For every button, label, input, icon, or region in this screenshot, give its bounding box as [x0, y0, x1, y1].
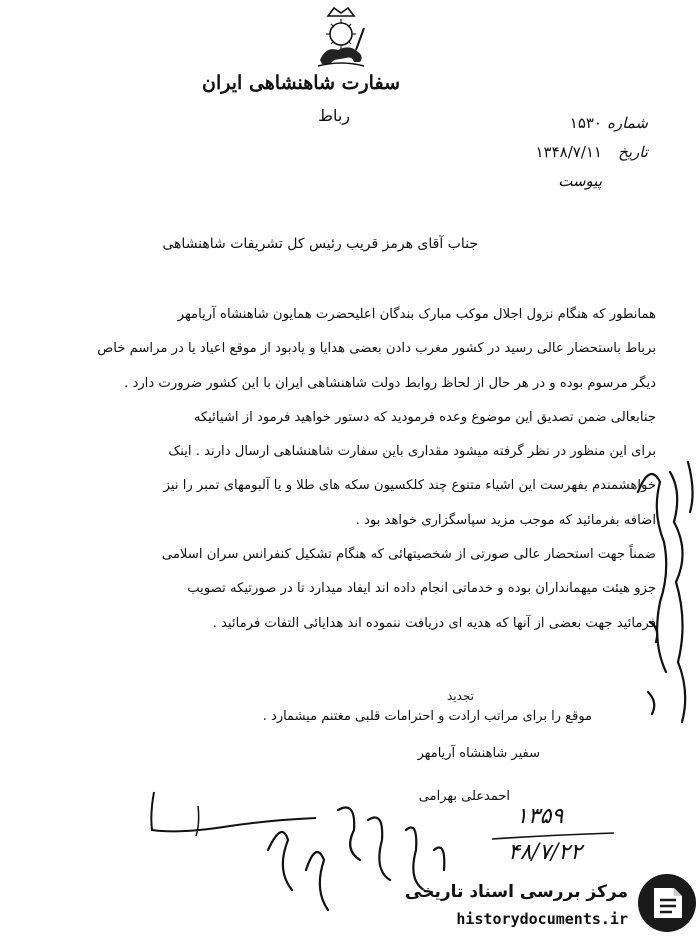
body-line: فرمائید جهت بعضی از آنها که هدیه ای دریافت ننموده اند هدایائی التفات فرمائید .	[212, 615, 656, 631]
body-line: ضمناً جهت استحضار عالی صورتی از شخصیتهائی که هنگام تشکیل کنفرانس سران اسلامی	[161, 547, 656, 563]
body-line: اضافه بفرمائید که موجب مزید سپاسگزاری خواهد بود .	[355, 512, 656, 528]
archive-logo-icon	[636, 872, 698, 934]
body-line: جنابعالی ضمن تصدیق این موضوع وعده فرمودید که دستور خواهید فرمود از اشیائیکه	[193, 409, 656, 425]
body-line: خواهشمندم بفهرست این اشیاء متنوع چند کلکسیون سکه های طلا و یا آلبومهای تمبر را نیز	[163, 478, 656, 494]
body-line: برای این منظور در نظر گرفته میشود مقداری باین سفارت شاهنشاهی ارسال دارند . اینک	[168, 444, 656, 460]
attachment-label: پیوست	[558, 172, 602, 190]
number-label: شماره	[607, 114, 648, 132]
watermark-org: مرکز بررسی اسناد تاریخی	[405, 882, 628, 902]
watermark	[404, 868, 700, 942]
handwritten-underline-icon	[488, 803, 618, 871]
closing-line: موقع را برای مراتب ارادت و احترامات قلبی مغتنم میشمارد .	[262, 709, 592, 724]
handwritten-date: ۴۸/۷/۲۲	[508, 840, 582, 865]
salutation: جناب آقای هرمز قریب رئیس کل تشریفات شاهنشاهی	[162, 236, 478, 252]
body-line: دیگر مرسوم بوده و در هر حال از لحاظ روابط دولت شاهنشاهی ایران با این کشور ضرورت دارد .	[124, 375, 656, 391]
body-line: جزو هیئت میهمانداران بوده و خدماتی انجام داده اند ایفاد میدارد تا در صورتیکه تصویب	[187, 581, 656, 597]
handwritten-margin-note-icon	[630, 452, 700, 752]
letter-body	[16, 298, 656, 641]
lion-and-sun-emblem-icon	[310, 4, 372, 70]
handwritten-number: ۱۳۵۹	[516, 804, 564, 829]
number-value: ۱۵۳۰	[569, 114, 602, 132]
body-line: برباط باستحضار عالی رسید در کشور مغرب دادن بعضی هدایا و یادبود از موقع اعیاد یا در مراسم خاص	[97, 341, 656, 357]
city-name: رباط	[318, 106, 350, 125]
closing-insert: تجدید	[446, 689, 474, 703]
date-value: ۱۳۴۸/۷/۱۱	[535, 143, 602, 161]
body-line: همانطور که هنگام نزول اجلال موکب مبارک بندگان اعلیحضرت همایون شاهنشاه آریامهر	[177, 307, 656, 322]
signoff: سفیر شاهنشاه آریامهر	[417, 746, 540, 761]
signer-name: احمدعلی بهرامی	[418, 789, 510, 804]
embassy-name: سفارت شاهنشاهی ایران	[202, 72, 400, 94]
date-label: تاریخ	[618, 143, 648, 161]
watermark-site: historydocuments.ir	[456, 910, 628, 928]
